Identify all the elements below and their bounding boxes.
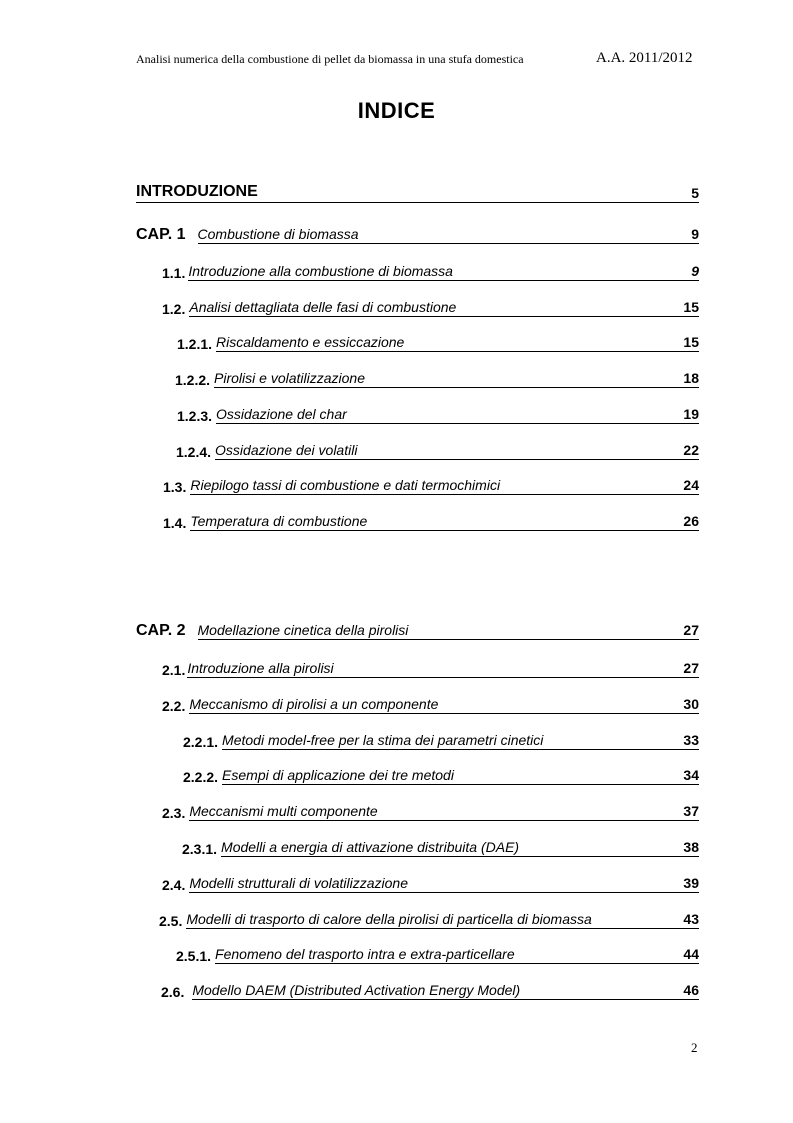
toc-number: 2.4. — [162, 877, 186, 893]
toc-title: Meccanismo di pirolisi a un componente — [189, 696, 439, 712]
toc-title: Combustione di biomassa — [197, 226, 359, 242]
toc-number: 1.1. — [162, 265, 186, 281]
toc-page: 24 — [683, 477, 699, 493]
toc-number: 1.2.3. — [177, 408, 213, 424]
toc-number: 1.2. — [162, 301, 186, 317]
toc-entry-1-1[interactable] — [162, 261, 699, 281]
toc-entry-2-2-1[interactable] — [183, 730, 699, 750]
toc-entry-1-2[interactable] — [162, 297, 699, 317]
toc-page: 46 — [683, 982, 699, 998]
toc-page: 44 — [683, 946, 699, 962]
toc-title: Temperatura di combustione — [190, 513, 368, 529]
page-number: 2 — [691, 1040, 698, 1055]
toc-title: Introduzione alla combustione di biomassa — [188, 263, 453, 279]
toc-entry-cap-2[interactable] — [136, 620, 699, 640]
toc-page: 9 — [691, 263, 699, 279]
toc-page: 37 — [683, 803, 699, 819]
toc-title: Fenomeno del trasporto intra e extra-particellare — [215, 946, 515, 962]
toc-title: Modelli a energia di attivazione distribuita (DAE) — [221, 839, 520, 855]
toc-entry-1-2-1[interactable] — [177, 332, 699, 352]
toc-entry-1-2-3[interactable] — [177, 404, 699, 424]
toc-page: 27 — [683, 660, 699, 676]
toc-entry-2-4[interactable] — [162, 873, 699, 893]
toc-entry-2-3[interactable] — [162, 801, 699, 821]
toc-page: 19 — [683, 406, 699, 422]
toc-entry-1-2-2[interactable] — [175, 368, 699, 388]
toc-title: Modellazione cinetica della pirolisi — [197, 622, 409, 638]
toc-title: Modelli strutturali di volatilizzazione — [189, 875, 409, 891]
toc-number: CAP. 1 — [136, 226, 186, 243]
toc-page: 18 — [683, 370, 699, 386]
toc-number: 1.2.2. — [175, 372, 211, 388]
toc-entry-2-3-1[interactable] — [182, 837, 699, 857]
toc-number: 1.4. — [163, 515, 187, 531]
toc-number: 2.5. — [159, 913, 183, 929]
toc-title: Metodi model-free per la stima dei parametri cinetici — [222, 732, 544, 748]
toc-title: Riepilogo tassi di combustione e dati termochimici — [190, 477, 501, 493]
toc-entry-introduzione[interactable] — [136, 183, 699, 203]
toc-page: 9 — [691, 226, 699, 242]
toc-title: Esempi di applicazione dei tre metodi — [222, 767, 454, 783]
toc-title: Riscaldamento e essiccazione — [216, 334, 405, 350]
toc-number: 2.3. — [162, 805, 186, 821]
toc-title: Ossidazione dei volatili — [215, 442, 358, 458]
toc-entry-2-1[interactable] — [162, 658, 699, 678]
toc-page: 30 — [683, 696, 699, 712]
toc-page: 34 — [683, 767, 699, 783]
toc-number: 2.6. — [161, 984, 185, 1000]
toc-page: 5 — [691, 185, 699, 201]
toc-entry-1-3[interactable] — [163, 475, 699, 495]
toc-number: 2.2.1. — [183, 734, 219, 750]
toc-number: 1.2.4. — [176, 444, 212, 460]
toc-number: CAP. 2 — [136, 622, 186, 639]
toc-title: Introduzione alla pirolisi — [187, 660, 334, 676]
toc-page: 22 — [683, 442, 699, 458]
toc-page: 33 — [683, 732, 699, 748]
toc-title: Pirolisi e volatilizzazione — [214, 370, 365, 386]
toc-page: 27 — [683, 622, 699, 638]
toc-entry-2-5-1[interactable] — [176, 944, 699, 964]
toc-entry-cap-1[interactable] — [136, 224, 699, 244]
toc-page: 38 — [683, 839, 699, 855]
toc-title: Modelli di trasporto di calore della pirolisi di particella di biomassa — [186, 911, 592, 927]
toc-page: 15 — [683, 299, 699, 315]
toc-number: 1.2.1. — [177, 336, 213, 352]
toc-number: 2.1. — [162, 662, 186, 678]
running-header-title: Analisi numerica della combustione di pellet da biomassa in una stufa domestica — [136, 52, 524, 66]
toc-entry-2-6[interactable] — [161, 980, 699, 1000]
toc-entry-1-2-4[interactable] — [176, 440, 699, 460]
toc-page: 26 — [683, 513, 699, 529]
toc-title: Analisi dettagliata delle fasi di combustione — [189, 299, 457, 315]
toc-page: 39 — [683, 875, 699, 891]
toc-entry-2-5[interactable] — [159, 909, 699, 929]
toc-title: Ossidazione del char — [216, 406, 347, 422]
toc-number: 2.5.1. — [176, 948, 212, 964]
toc-title: INTRODUZIONE — [136, 183, 258, 200]
toc-title: Modello DAEM (Distributed Activation Energy Model) — [192, 982, 521, 998]
page-title: INDICE — [357, 98, 436, 123]
toc-number: 2.3.1. — [182, 841, 218, 857]
toc-page: 43 — [683, 911, 699, 927]
toc-number: 2.2. — [162, 698, 186, 714]
toc-page: 15 — [683, 334, 699, 350]
toc-number: 2.2.2. — [183, 769, 219, 785]
toc-entry-1-4[interactable] — [163, 511, 699, 531]
running-header-year: A.A. 2011/2012 — [596, 50, 693, 66]
toc-entry-2-2-2[interactable] — [183, 765, 699, 785]
toc-entry-2-2[interactable] — [162, 694, 699, 714]
toc-number: 1.3. — [163, 479, 187, 495]
toc-title: Meccanismi multi componente — [189, 803, 378, 819]
